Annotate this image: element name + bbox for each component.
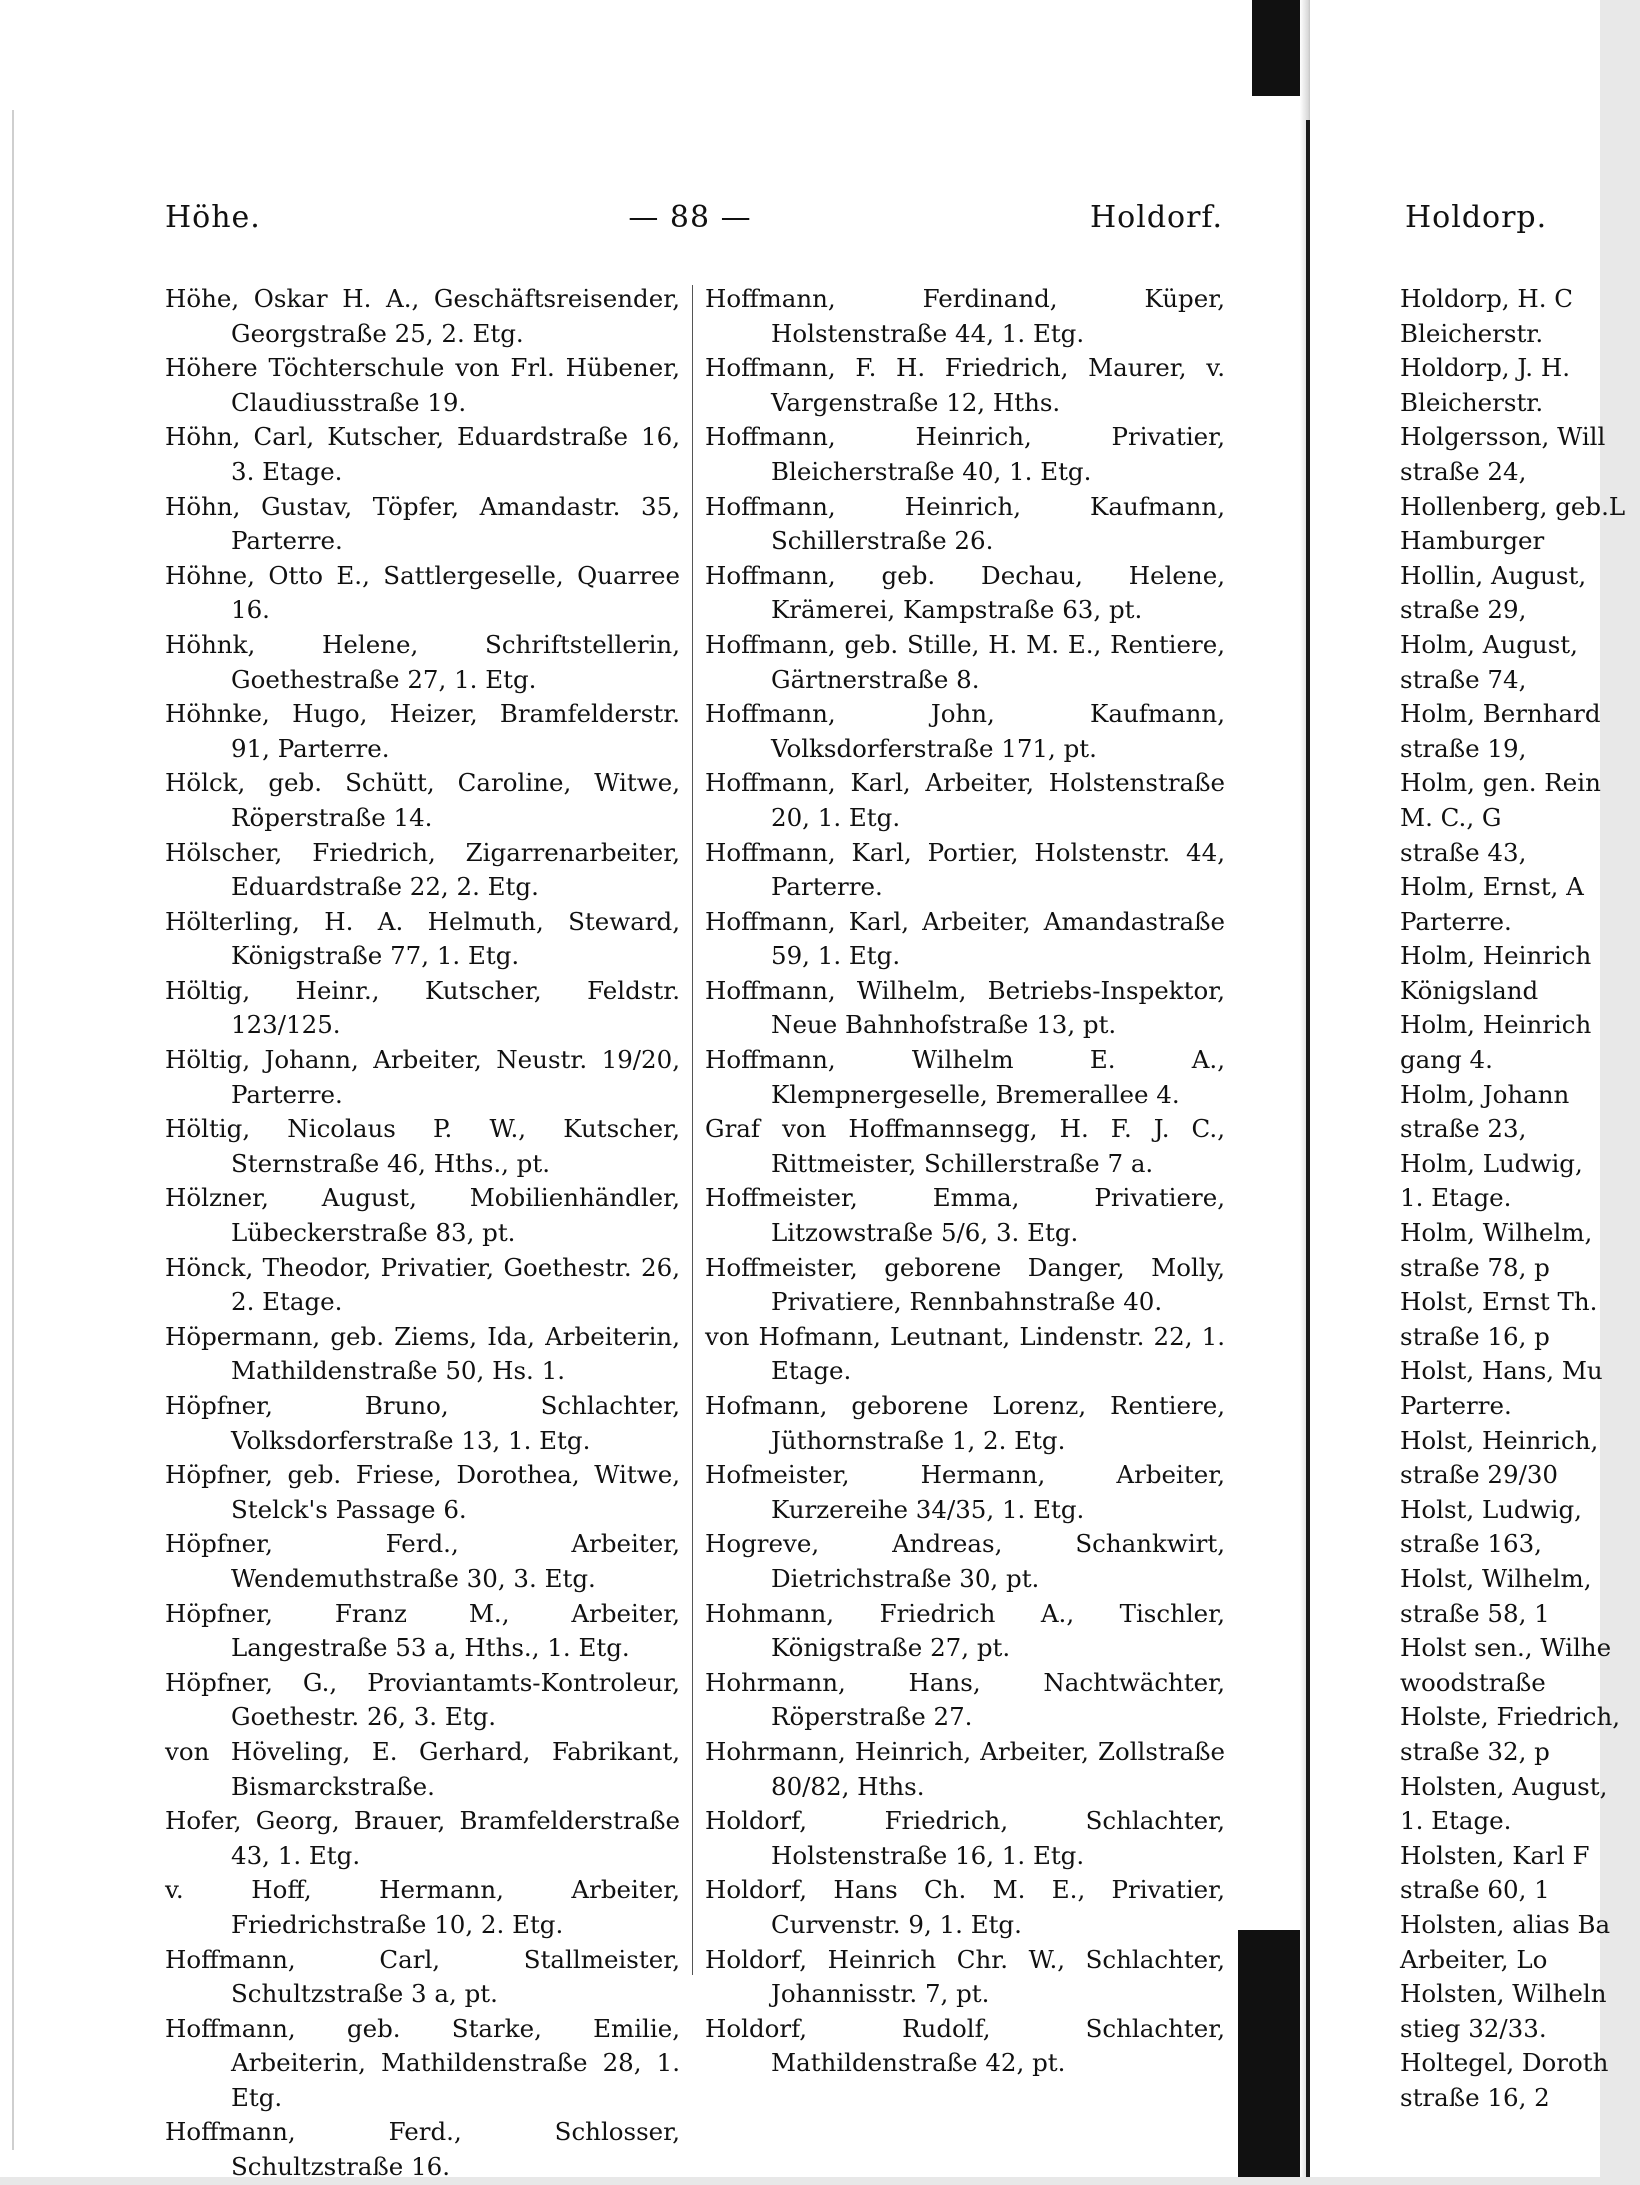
next-page-line: straße 60, 1 [1400,1875,1550,1905]
next-page-line: Arbeiter, Lo [1400,1944,1548,1974]
directory-entry: Hoffmann, F. H. Friedrich, Maurer, v. Vargenstraße 12, Hths. [705,353,1225,417]
directory-entry: Höpfner, geb. Friese, Dorothea, Witwe, Stelck's Passage 6. [165,1460,680,1524]
directory-entry: Hoffmann, geb. Dechau, Helene, Krämerei, Kampstraße 63, pt. [705,560,1225,625]
next-page-line: Holsten, Karl F [1400,1840,1590,1870]
next-page-line: Holm, Johann [1400,1079,1570,1109]
directory-entry: Graf von Hoffmannsegg, H. F. J. C., Rittmeister, Schillerstraße 7 a. [705,1114,1225,1178]
directory-entry: Hoffmann, geb. Starke, Emilie, Arbeiterin, Mathildenstraße 28, 1. Etg. [165,2013,680,2112]
directory-entry: von Höveling, E. Gerhard, Fabrikant, Bismarckstraße. [165,1736,680,1801]
next-page-line: Holm, Heinrich [1400,941,1592,971]
next-page-line: Holst, Ernst Th. [1400,1287,1598,1317]
directory-entry: Hoffmann, Ferdinand, Küper, Holstenstraße 44, 1. Etg. [705,284,1225,348]
next-page-line: Bleicherstr. [1400,318,1544,348]
directory-column-left [165,282,680,2185]
page-number: — 88 — [628,200,752,235]
next-page-line: gang 4. [1400,1045,1493,1075]
next-page-line: Holsten, August, [1400,1771,1608,1801]
next-page-line: Holst, Heinrich, [1400,1425,1599,1455]
directory-entry: Holdorf, Friedrich, Schlachter, Holstenstraße 16, 1. Etg. [705,1806,1225,1870]
next-page-line: straße 23, [1400,1114,1527,1144]
directory-entry: Höpfner, Ferd., Arbeiter, Wendemuthstraße 30, 3. Etg. [165,1529,680,1593]
directory-entry: Hoffmann, Karl, Arbeiter, Holstenstraße 20, 1. Etg. [705,768,1225,832]
next-page-line: M. C., G [1400,802,1502,832]
directory-entry: Hoffmeister, Emma, Privatiere, Litzowstraße 5/6, 3. Etg. [705,1183,1225,1248]
directory-entry: Hoffmann, Wilhelm E. A., Klempnergeselle, Bremerallee 4. [705,1045,1225,1109]
next-page-line: Holm, Bernhard [1400,699,1601,729]
next-page-line: 1. Etage. [1400,1806,1512,1836]
directory-entry: Hoffmann, Karl, Arbeiter, Amandastraße 59, 1. Etg. [705,906,1225,971]
next-page-line: straße 58, 1 [1400,1598,1550,1628]
directory-entry: Höpermann, geb. Ziems, Ida, Arbeiterin, Mathildenstraße 50, Hs. 1. [165,1321,680,1386]
next-page-fragment [1310,0,1626,2177]
directory-entry: Holdorf, Hans Ch. M. E., Privatier, Curvenstr. 9, 1. Etg. [705,1875,1225,1939]
running-head-right: Holdorf. [1090,200,1223,235]
running-head-left: Höhe. [165,200,261,235]
directory-entry: Holdorf, Rudolf, Schlachter, Mathildenstraße 42, pt. [705,2013,1225,2078]
directory-entry: Hoffmeister, geborene Danger, Molly, Privatiere, Rennbahnstraße 40. [705,1252,1225,1317]
next-page-line: straße 16, 2 [1400,2082,1550,2112]
next-page-line: Parterre. [1400,1391,1512,1420]
next-page-line: straße 74, [1400,664,1527,694]
directory-entry: Höhnke, Hugo, Heizer, Bramfelderstr. 91, Parterre. [165,699,680,763]
next-page-line: Holtegel, Doroth [1400,2048,1609,2078]
next-page-line: Holdorp, J. H. [1400,353,1571,383]
directory-entry: v. Hoff, Hermann, Arbeiter, Friedrichstraße 10, 2. Etg. [165,1875,680,1939]
next-page-line: Holm, gen. Rein [1400,768,1601,798]
directory-entry: Hohrmann, Heinrich, Arbeiter, Zollstraße 80/82, Hths. [705,1736,1225,1801]
next-page-line: straße 32, p [1400,1736,1550,1766]
next-page-line: straße 43, [1400,837,1527,867]
next-page-line: Holm, Wilhelm, [1400,1218,1593,1248]
directory-entry: Hölscher, Friedrich, Zigarrenarbeiter, Eduardstraße 22, 2. Etg. [165,837,680,902]
directory-entry: Hölzner, August, Mobilienhändler, Lübeckerstraße 83, pt. [165,1183,680,1248]
directory-entry: Hölterling, H. A. Helmuth, Steward, Königstraße 77, 1. Etg. [165,906,680,971]
next-page-line: Holm, Heinrich [1400,1010,1592,1040]
directory-entry: Hofer, Georg, Brauer, Bramfelderstraße 43, 1. Etg. [165,1806,680,1870]
next-page-line: Parterre. [1400,906,1512,936]
directory-entry: Höhn, Gustav, Töpfer, Amandastr. 35, Parterre. [165,491,680,556]
directory-entry: Höpfner, Franz M., Arbeiter, Langestraße 53 a, Hths., 1. Etg. [165,1598,680,1663]
directory-entry: Hönck, Theodor, Privatier, Goethestr. 26, 2. Etage. [165,1252,680,1317]
directory-entry: Hohmann, Friedrich A., Tischler, Königstraße 27, pt. [705,1598,1225,1663]
directory-entry: Hoffmann, John, Kaufmann, Volksdorferstraße 171, pt. [705,699,1225,763]
directory-entry: Hohrmann, Hans, Nachtwächter, Röperstraße 27. [705,1667,1225,1732]
directory-entry: Hoffmann, Karl, Portier, Holstenstr. 44, Parterre. [705,837,1225,902]
directory-entry: Höhne, Otto E., Sattlergeselle, Quarree 16. [165,560,680,625]
directory-entry: Höhere Töchterschule von Frl. Hübener, Claudiusstraße 19. [165,353,680,417]
running-head-next-page: Holdorp. [1405,200,1548,235]
directory-entry: Hoffmann, Ferd., Schlosser, Schultzstraße 16. [165,2117,680,2182]
directory-entry: von Hofmann, Leutnant, Lindenstr. 22, 1. Etage. [705,1321,1225,1386]
next-page-line: Holst, Ludwig, [1400,1494,1582,1524]
directory-entry: Hoffmann, Wilhelm, Betriebs-Inspektor, Neue Bahnhofstraße 13, pt. [705,975,1225,1040]
directory-column-right [705,282,1225,2081]
next-page-line: Hamburger [1400,526,1545,556]
directory-entry: Hofmeister, Hermann, Arbeiter, Kurzereihe 34/35, 1. Etg. [705,1460,1225,1524]
directory-entry: Hoffmann, geb. Stille, H. M. E., Rentiere, Gärtnerstraße 8. [705,629,1225,694]
next-page-line: Holst sen., Wilhe [1400,1633,1612,1663]
directory-entry: Hoffmann, Heinrich, Privatier, Bleicherstraße 40, 1. Etg. [705,422,1225,486]
next-page-line: Holm, Ernst, A [1400,872,1584,902]
next-page-line: Holm, Ludwig, [1400,1148,1583,1178]
directory-entry: Hoffmann, Carl, Stallmeister, Schultzstraße 3 a, pt. [165,1944,680,2009]
next-page-line: straße 29, [1400,595,1527,625]
next-page-line: Hollin, August, [1400,560,1587,590]
next-page-line: straße 19, [1400,733,1527,763]
next-page-line: Holsten, alias Ba [1400,1909,1611,1939]
next-page-line: Holm, August, [1400,629,1578,659]
directory-entry: Höhn, Carl, Kutscher, Eduardstraße 16, 3. Etage. [165,422,680,486]
directory-entry: Hogreve, Andreas, Schankwirt, Dietrichstraße 30, pt. [705,1529,1225,1593]
next-page-line: Holste, Friedrich, [1400,1702,1621,1732]
next-page-line: stieg 32/33. [1400,2013,1547,2043]
next-page-line: Königsland [1400,975,1539,1005]
next-page-line: Bleicherstr. [1400,387,1544,417]
next-page-line: straße 163, [1400,1529,1542,1559]
directory-entry: Höltig, Heinr., Kutscher, Feldstr. 123/125. [165,975,680,1040]
directory-entry: Höhe, Oskar H. A., Geschäftsreisender, Georgstraße 25, 2. Etg. [165,284,680,348]
next-page-line: Holst, Wilhelm, [1400,1563,1592,1593]
next-page-line: Hollenberg, geb.L [1400,491,1626,521]
next-page-column [1400,282,1640,2115]
directory-entry: Hofmann, geborene Lorenz, Rentiere, Jüthornstraße 1, 2. Etg. [705,1391,1225,1455]
directory-entry: Höltig, Nicolaus P. W., Kutscher, Sternstraße 46, Hths., pt. [165,1114,680,1178]
next-page-line: Holgersson, Will [1400,422,1606,452]
directory-entry: Holdorf, Heinrich Chr. W., Schlachter, Johannisstr. 7, pt. [705,1944,1225,2009]
directory-entry: Höltig, Johann, Arbeiter, Neustr. 19/20, Parterre. [165,1045,680,1109]
next-page-line: Holst, Hans, Mu [1400,1356,1603,1386]
next-page-line: 1. Etage. [1400,1183,1512,1213]
directory-entry: Höpfner, G., Proviantamts-Kontroleur, Goethestr. 26, 3. Etg. [165,1667,680,1732]
directory-entry: Hölck, geb. Schütt, Caroline, Witwe, Röperstraße 14. [165,768,680,832]
directory-entry: Höpfner, Bruno, Schlachter, Volksdorferstraße 13, 1. Etg. [165,1391,680,1455]
next-page-line: Holsten, Wilheln [1400,1979,1607,2009]
page-edge-line [12,110,14,2150]
next-page-line: woodstraße [1400,1667,1546,1697]
directory-entry: Hoffmann, Heinrich, Kaufmann, Schillerstraße 26. [705,491,1225,556]
next-page-line: straße 29/30 [1400,1460,1558,1490]
next-page-line: straße 78, p [1400,1252,1550,1282]
next-page-line: Holdorp, H. C [1400,284,1574,313]
next-page-line: straße 24, [1400,456,1527,486]
column-divider [692,285,693,1975]
next-page-line: straße 16, p [1400,1321,1550,1351]
directory-entry: Höhnk, Helene, Schriftstellerin, Goethestraße 27, 1. Etg. [165,629,680,694]
